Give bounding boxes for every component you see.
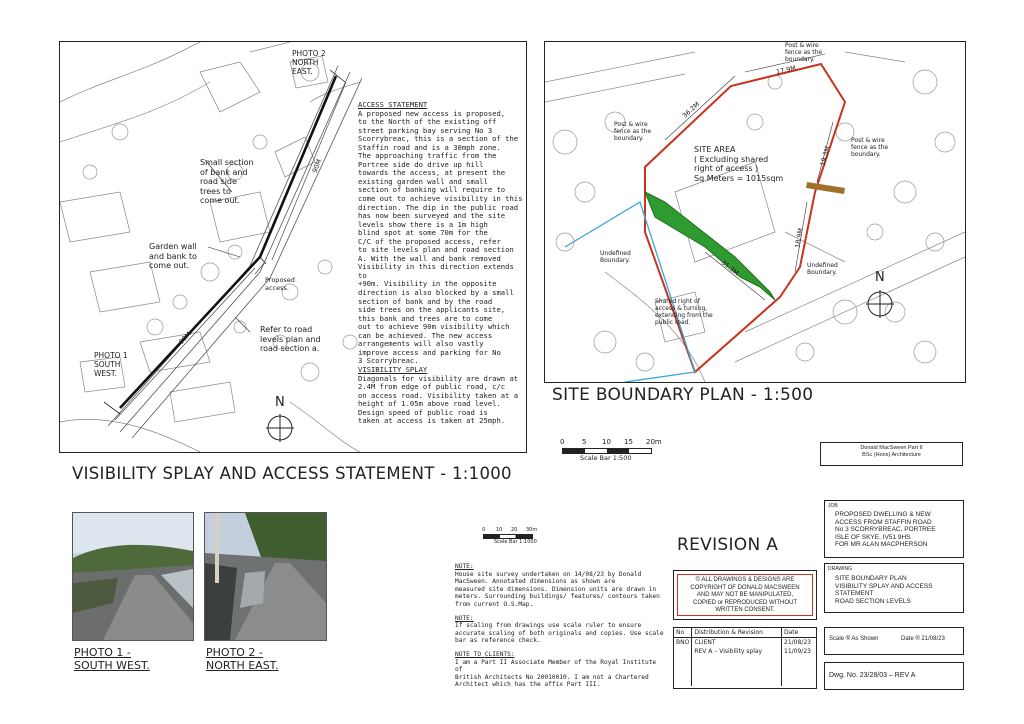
- statement-line: levels show there is a 1m high: [358, 219, 488, 229]
- undefined-line: Boundary.: [807, 269, 837, 276]
- fence-line: Post & wire: [614, 121, 648, 128]
- site-area-label: [694, 145, 783, 183]
- drawing-number-box: [824, 662, 964, 690]
- scale-tick: 20: [511, 527, 518, 533]
- access-statement: [358, 101, 526, 426]
- visibility-splay-title: VISIBILITY SPLAY AND ACCESS STATEMENT - 1:1000: [72, 464, 512, 483]
- visibility-splay-body: [358, 375, 526, 426]
- statement-line: direction is also blocked by a small: [358, 288, 514, 298]
- statement-line: existing garden wall and small: [358, 176, 488, 186]
- note1-heading: NOTE:: [455, 563, 474, 570]
- drawing-line: STATEMENT: [835, 590, 874, 598]
- fence-line: boundary.: [785, 56, 815, 63]
- statement-line: direction. The dip in the public road: [358, 202, 519, 212]
- statement-line: side trees on the applicants site,: [358, 305, 506, 315]
- scale-tick: 0: [482, 527, 486, 533]
- photo1-image: [73, 513, 193, 640]
- statement-line: Diagonals for visibility are drawn at: [358, 373, 519, 383]
- dim-19-3m: 19.3M: [818, 145, 832, 167]
- job-line: FOR MR ALAN MACPHERSON: [835, 541, 928, 549]
- site-area-line: SITE AREA: [694, 145, 736, 154]
- statement-line: arrangements will also vastly: [358, 339, 484, 349]
- shared-line: public road.: [655, 319, 691, 326]
- scale-tick: 30m: [526, 527, 538, 533]
- scale-bar-caption: Scale Bar 1:1000: [494, 539, 537, 545]
- scale-tick: 10: [602, 438, 611, 446]
- site-boundary-drawing: [545, 42, 965, 382]
- note3-line: Architect which has the affix Part III.: [455, 681, 601, 689]
- note-proposed-access: [265, 276, 295, 292]
- job-line: PROPOSED DWELLING & NEW: [835, 511, 931, 518]
- note2-line: accurate scaling of both originals and copies. Use scale: [455, 629, 664, 637]
- statement-line: taken at access is taken at 25mph.: [358, 416, 506, 426]
- site-area-line: ( Excluding shared: [694, 154, 769, 164]
- drawing-box: [824, 563, 964, 613]
- statement-line: Scorrybreac, this is a section of the: [358, 134, 519, 144]
- fence-line: boundary.: [851, 151, 881, 158]
- note-line: come out.: [200, 196, 241, 205]
- job-line: ISLE OF SKYE. IV51 9HS: [835, 533, 911, 541]
- statement-line: section of bank and by the road: [358, 296, 493, 306]
- dim-17-9m: 17.9M: [775, 63, 797, 77]
- undefined-line: Undefined: [807, 262, 838, 269]
- undefined-boundary-right: [807, 262, 838, 276]
- north-arrow-label-2: N: [875, 270, 885, 285]
- statement-line: to site levels plan and road section: [358, 245, 514, 255]
- fence-line: boundary.: [614, 135, 644, 142]
- visibility-splay-plan: [59, 41, 527, 453]
- statement-line: on access road. Visibility taken at a: [358, 390, 519, 400]
- scale-bar-1000: [482, 527, 542, 547]
- shared-line: extending from the: [655, 312, 713, 319]
- revision-title: REVISION A: [677, 535, 779, 555]
- note-line: come out.: [149, 261, 190, 270]
- revision-table-grid: [674, 628, 816, 686]
- photo1-title-line: PHOTO 1 -: [74, 646, 131, 659]
- notes: [455, 563, 665, 689]
- site-boundary-title: SITE BOUNDARY PLAN - 1:500: [552, 385, 814, 405]
- site-boundary-plan: [544, 41, 966, 383]
- undefined-line: Boundary.: [600, 257, 630, 264]
- fence-line: Post & wire: [785, 42, 819, 49]
- statement-line: has now been surveyed and the site: [358, 211, 506, 221]
- note-refer-road-levels: [260, 325, 321, 354]
- note1-line: meters. Surrounding buildings/ features/ contours taken: [455, 593, 660, 601]
- visibility-splay-heading: VISIBILITY SPLAY: [358, 364, 428, 374]
- revision-header-row: [674, 628, 816, 638]
- fence-label-left: [614, 121, 651, 142]
- photo2-label-line: EAST.: [292, 67, 313, 76]
- statement-line: Staffin road and is a 30mph zone.: [358, 142, 501, 152]
- copyright-line: COPIED or REPRODUCED WITHOUT: [692, 599, 797, 606]
- note-line: Garden wall: [149, 242, 197, 251]
- photo2-title-line: PHOTO 2 -: [206, 646, 263, 659]
- statement-line: 2.4M from edge of public road, c/c: [358, 382, 506, 392]
- note1-line: MacSween. Annotated dimensions as shown are: [455, 578, 616, 586]
- note-line: road side: [200, 177, 237, 186]
- statement-line: this bank and trees are to come: [358, 313, 493, 323]
- job-label: JOB: [828, 503, 838, 509]
- north-arrow-label: N: [275, 395, 285, 410]
- photo1-label-line: SOUTH: [94, 360, 121, 369]
- copyright-line: COPYRIGHT OF DONALD MACSWEEN: [690, 584, 800, 591]
- note-line: road section a.: [260, 344, 320, 353]
- note2-line: If scaling from drawings use scale ruler to ensure: [455, 622, 642, 630]
- fence-label-right: [851, 137, 888, 158]
- scale-tick: 15: [624, 438, 633, 446]
- revision-desc: REV A – Visibility splay: [692, 647, 782, 656]
- scale-tick: 0: [560, 438, 565, 446]
- dim-35-3m: 35.3M: [719, 258, 741, 278]
- revision-row: [674, 638, 816, 648]
- statement-line: Portree side do drive up hill: [358, 159, 484, 169]
- note1-line: House site survey undertaken on 14/08/23 by Donald: [455, 570, 642, 578]
- photo2-label-line: PHOTO 2: [292, 49, 326, 58]
- fence-line: fence as the: [851, 144, 889, 151]
- undefined-boundary-left: [600, 250, 631, 264]
- revision-header-desc: Distribution & Revision: [692, 628, 782, 638]
- statement-line: Visibility in this direction extends to: [358, 262, 514, 280]
- drawing-number: Dwg. No. 23/28/03 – REV A: [829, 672, 916, 679]
- note-line: Small section: [200, 158, 254, 167]
- note3-line: British Architects No 20010010. I am not a Chartered: [455, 673, 649, 681]
- scale-bar-caption: Scale Bar 1:500: [580, 454, 632, 462]
- note-small-section: [200, 158, 254, 206]
- copyright-inner: [677, 574, 813, 616]
- revision-date: 11/09/23: [782, 647, 817, 656]
- copyright-line: WRITTEN CONSENT.: [715, 607, 775, 614]
- dimension-90m-upper: 90M: [310, 158, 324, 174]
- copyright-line: © ALL DRAWINGS & DESIGNS ARE: [695, 577, 795, 583]
- note-line: access.: [265, 284, 289, 292]
- access-statement-heading: ACCESS STATEMENT: [358, 100, 428, 109]
- note-line: levels plan and: [260, 334, 321, 344]
- statement-line: The approaching traffic from the: [358, 151, 497, 161]
- statement-line: section of banking will require to: [358, 185, 506, 195]
- note-line: and bank to: [149, 251, 197, 261]
- drawing-line: VISIBILITY SPLAY AND ACCESS: [835, 582, 933, 590]
- date-value: Date ® 21/08/23: [901, 636, 945, 642]
- photo1-title: [74, 646, 150, 672]
- note3-heading: NOTE TO CLIENTS:: [455, 650, 515, 658]
- scale-tick: 10: [496, 527, 503, 533]
- photo1-label-line: WEST.: [94, 369, 117, 378]
- revision-desc: CLIENT: [692, 638, 782, 648]
- job-box: [824, 500, 964, 558]
- shared-right-label: [655, 298, 713, 326]
- photo1-title-line: SOUTH WEST.: [74, 659, 150, 672]
- photo2-title: [206, 646, 279, 672]
- scale-bar-500: [560, 438, 670, 466]
- drawing-label: DRAWING: [828, 566, 852, 572]
- revision-header-date: Date: [782, 628, 817, 638]
- note2-line: bar as reference check.: [455, 637, 541, 645]
- photo-south-west: [72, 512, 194, 641]
- undefined-line: Undefined: [600, 250, 631, 257]
- note3-line: I am a Part II Associate Member of the Royal Institute of: [455, 658, 657, 674]
- scale-date-box: [824, 627, 964, 655]
- statement-line: blind spot at some 70m for the: [358, 228, 488, 238]
- fence-line: Post & wire: [851, 137, 885, 144]
- photo1-label-line: PHOTO 1: [94, 351, 128, 360]
- job-line: ACCESS FROM STAFFIN ROAD: [835, 518, 932, 526]
- statement-line: C/C of the proposed access, refer: [358, 236, 501, 246]
- scale-tick: 5: [582, 438, 587, 446]
- photo2-image: [205, 513, 326, 640]
- note1-line: measured site dimensions. Dimension units are drawn in: [455, 585, 657, 593]
- photo2-label-line: NORTH: [292, 58, 319, 67]
- dimension-90m-lower: 90M: [177, 330, 193, 346]
- revision-no: [674, 647, 692, 656]
- drawing-line: ROAD SECTION LEVELS: [835, 597, 911, 605]
- architect-line: Donald MacSween Part II: [860, 445, 923, 451]
- statement-line: 3 Scorrybreac.: [358, 356, 419, 366]
- note-line: Refer to road: [260, 325, 313, 334]
- fence-line: fence as the: [614, 128, 652, 135]
- site-area-line: right of access ): [694, 164, 759, 173]
- access-strip: [806, 182, 845, 194]
- note-line: trees to: [200, 186, 231, 196]
- scale-value: Scale ® As Shown: [829, 636, 879, 642]
- job-line: No 3 SCORRYBREAC, PORTREE: [835, 526, 936, 534]
- dim-36-2m: 36.2M: [680, 100, 702, 120]
- statement-line: come out to achieve visibility in this: [358, 194, 523, 204]
- fence-label-top: [785, 42, 822, 63]
- site-area-line: Sq Meters = 1015sqm: [694, 173, 784, 183]
- statement-line: A. With the wall and bank removed: [358, 253, 501, 263]
- photo2-marker-label: [292, 49, 326, 76]
- fence-line: fence as the: [785, 49, 823, 56]
- copyright-line: AND MAY NOT BE MANIPULATED,: [696, 592, 794, 599]
- copyright-box: [673, 570, 817, 620]
- scale-tick: 20m: [646, 438, 662, 446]
- note2-heading: NOTE:: [455, 614, 474, 622]
- statement-line: can be achieved. The new access: [358, 330, 493, 340]
- shared-line: Shared right of: [655, 298, 700, 305]
- photo1-marker-label: [94, 351, 128, 378]
- statement-line: height of 1.05m above road level.: [358, 399, 501, 409]
- note1-line: from current O.S.Map.: [455, 600, 534, 608]
- revision-row-empty: [674, 656, 816, 686]
- statement-line: street parking bay serving No 3: [358, 125, 493, 135]
- drawing-line: SITE BOUNDARY PLAN: [835, 575, 907, 582]
- statement-line: out to achieve 90m visibility which: [358, 322, 510, 332]
- dim-18-9m: 18.9M: [793, 227, 805, 249]
- revision-table: [673, 627, 817, 689]
- note-line: Proposed: [265, 276, 295, 284]
- statement-line: +90m. Visibility in the opposite: [358, 279, 497, 289]
- statement-line: improve access and parking for No: [358, 347, 501, 357]
- statement-line: to the North of the existing off: [358, 117, 497, 127]
- revision-row: [674, 647, 816, 656]
- statement-line: A proposed new access is proposed,: [358, 108, 506, 118]
- revision-date: 21/08/23: [782, 638, 817, 648]
- statement-line: Design speed of public road is: [358, 407, 488, 417]
- photo2-title-line: NORTH EAST.: [206, 659, 279, 672]
- statement-line: towards the access, at present the: [358, 168, 506, 178]
- architect-line: BSc (Hons) Architecture: [862, 452, 921, 458]
- note-line: of bank and: [200, 167, 248, 177]
- shared-line: access & turning,: [655, 305, 708, 312]
- photo-north-east: [204, 512, 327, 641]
- revision-no: BNO: [676, 639, 690, 646]
- architect-box: [820, 442, 963, 466]
- access-statement-body: [358, 110, 526, 366]
- revision-header-no: No: [674, 628, 692, 638]
- note-garden-wall: [149, 242, 197, 271]
